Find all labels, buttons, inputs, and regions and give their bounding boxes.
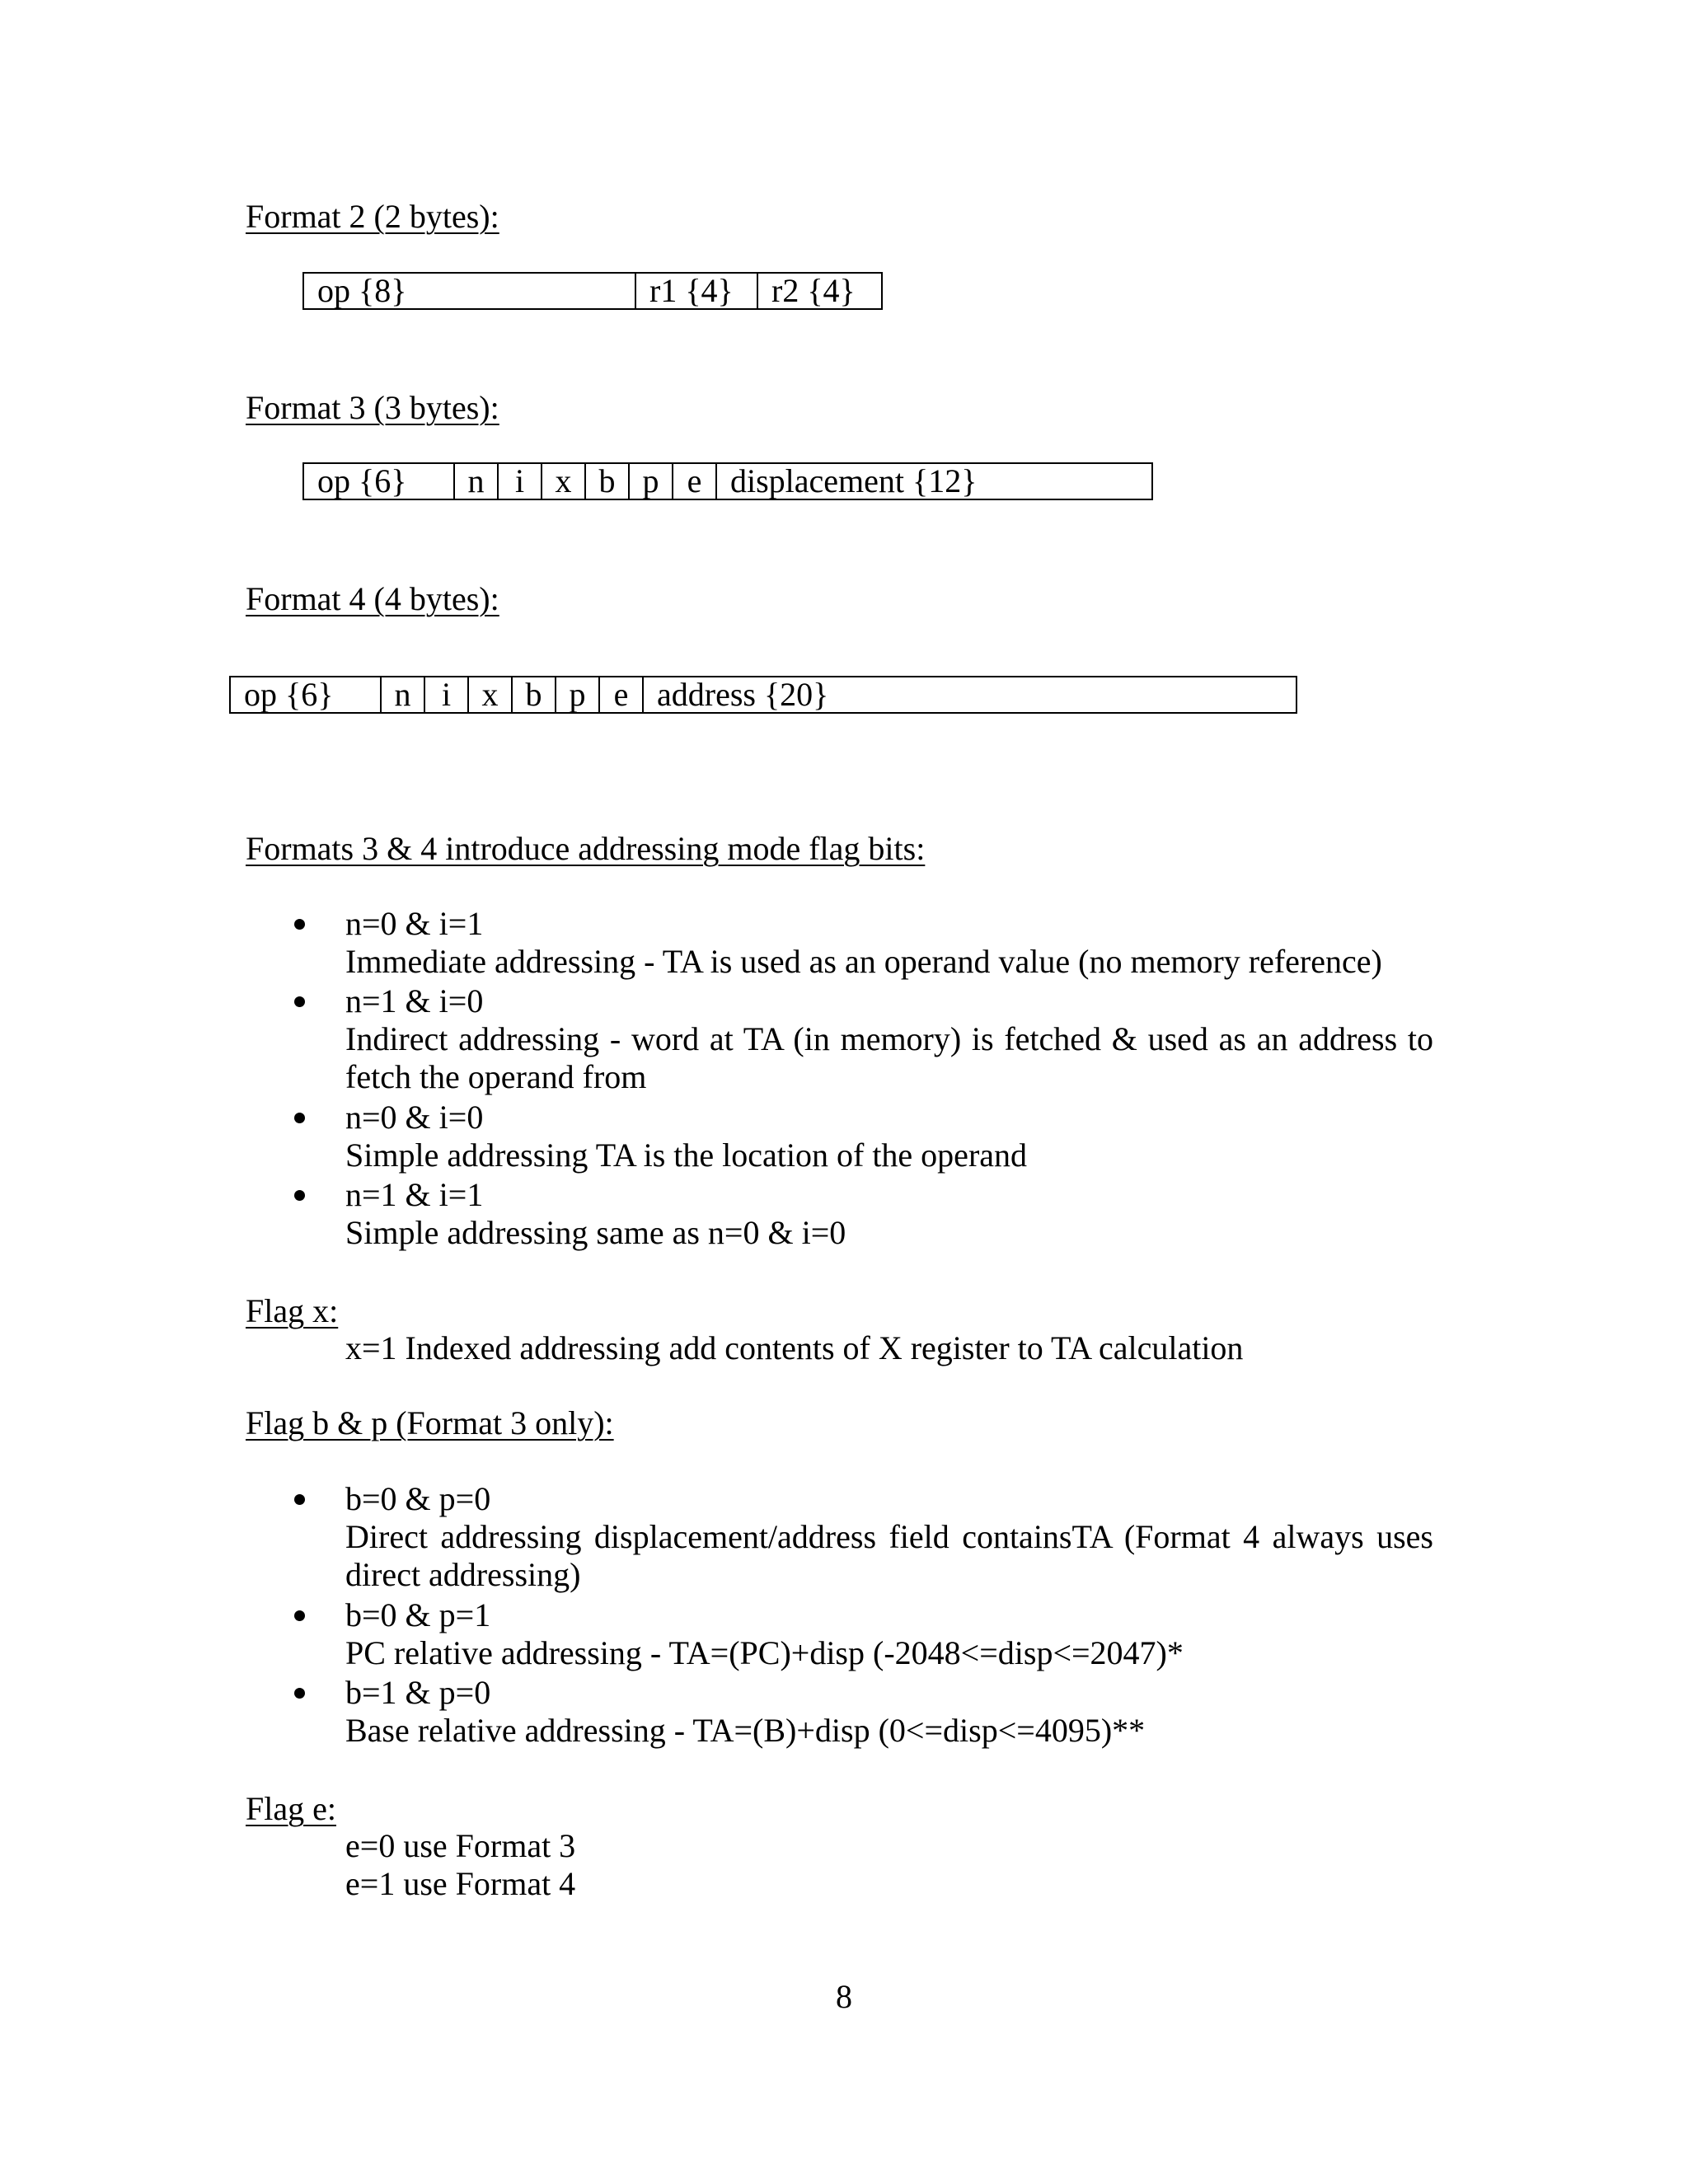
field-r1: r1 {4} (636, 274, 758, 308)
flag-e-heading: Flag e: (246, 1790, 336, 1827)
field-e: e (673, 464, 717, 499)
field-x: x (542, 464, 586, 499)
flag-bits-heading: Formats 3 & 4 introduce addressing mode flag bits: (246, 830, 926, 867)
field-e: e (600, 677, 644, 712)
flag-condition: b=0 & p=1 (345, 1596, 491, 1633)
flag-condition: b=1 & p=0 (345, 1674, 491, 1711)
flag-description: Indirect addressing - word at TA (in memory) is fetched & used as an address to fetch the operand from (345, 1020, 1433, 1095)
flag-x-heading: Flag x: (246, 1292, 339, 1329)
flag-condition: n=0 & i=1 (345, 905, 484, 942)
bullet-icon (294, 1494, 305, 1505)
field-address: address {20} (657, 677, 829, 712)
list-item (345, 1176, 1433, 1252)
bullet-icon (294, 1113, 305, 1123)
field-i: i (425, 677, 469, 712)
flag-description: Simple addressing same as n=0 & i=0 (345, 1214, 846, 1251)
field-b: b (586, 464, 630, 499)
format-3-diagram (302, 462, 1153, 500)
flag-condition: n=1 & i=1 (345, 1176, 484, 1213)
field-x: x (469, 677, 513, 712)
list-item (345, 1596, 1433, 1672)
list-item (345, 1480, 1433, 1594)
format-4-diagram (229, 676, 1297, 714)
format-4-heading: Format 4 (4 bytes): (246, 580, 499, 617)
field-p: p (630, 464, 673, 499)
field-op: op {6} (304, 464, 455, 499)
flag-condition: n=0 & i=0 (345, 1099, 484, 1136)
list-item (345, 1099, 1433, 1174)
bullet-icon (294, 1688, 305, 1699)
list-item (345, 905, 1433, 981)
field-b: b (513, 677, 556, 712)
field-op: op {8} (304, 274, 636, 308)
field-r2: r2 {4} (771, 274, 856, 308)
flag-description: Direct addressing displacement/address field containsTA (Format 4 always uses direct addressing) (345, 1518, 1433, 1593)
flag-condition: n=1 & i=0 (345, 982, 484, 1019)
flag-bp-heading: Flag b & p (Format 3 only): (246, 1404, 614, 1441)
flag-e-line: e=1 use Format 4 (345, 1865, 576, 1902)
field-p: p (556, 677, 600, 712)
bullet-icon (294, 919, 305, 930)
field-displacement: displacement {12} (730, 464, 978, 499)
format-3-heading: Format 3 (3 bytes): (246, 389, 499, 426)
flag-e-line: e=0 use Format 3 (345, 1827, 576, 1864)
field-i: i (499, 464, 542, 499)
flag-description: Simple addressing TA is the location of the operand (345, 1137, 1028, 1174)
flag-x-description: x=1 Indexed addressing add contents of X register to TA calculation (345, 1329, 1244, 1366)
bullet-icon (294, 996, 305, 1007)
format-2-diagram (302, 272, 883, 310)
flag-description: Base relative addressing - TA=(B)+disp (0<=disp<=4095)** (345, 1712, 1146, 1749)
field-op: op {6} (231, 677, 382, 712)
list-item (345, 1674, 1433, 1750)
flag-condition: b=0 & p=0 (345, 1480, 491, 1517)
list-item (345, 982, 1433, 1096)
flag-description: Immediate addressing - TA is used as an operand value (no memory reference) (345, 943, 1382, 980)
format-2-heading: Format 2 (2 bytes): (246, 198, 499, 235)
flag-description: PC relative addressing - TA=(PC)+disp (-2048<=disp<=2047)* (345, 1634, 1184, 1671)
bullet-icon (294, 1610, 305, 1621)
page-number: 8 (836, 1978, 852, 2015)
field-n: n (455, 464, 499, 499)
bullet-icon (294, 1190, 305, 1201)
field-n: n (382, 677, 425, 712)
